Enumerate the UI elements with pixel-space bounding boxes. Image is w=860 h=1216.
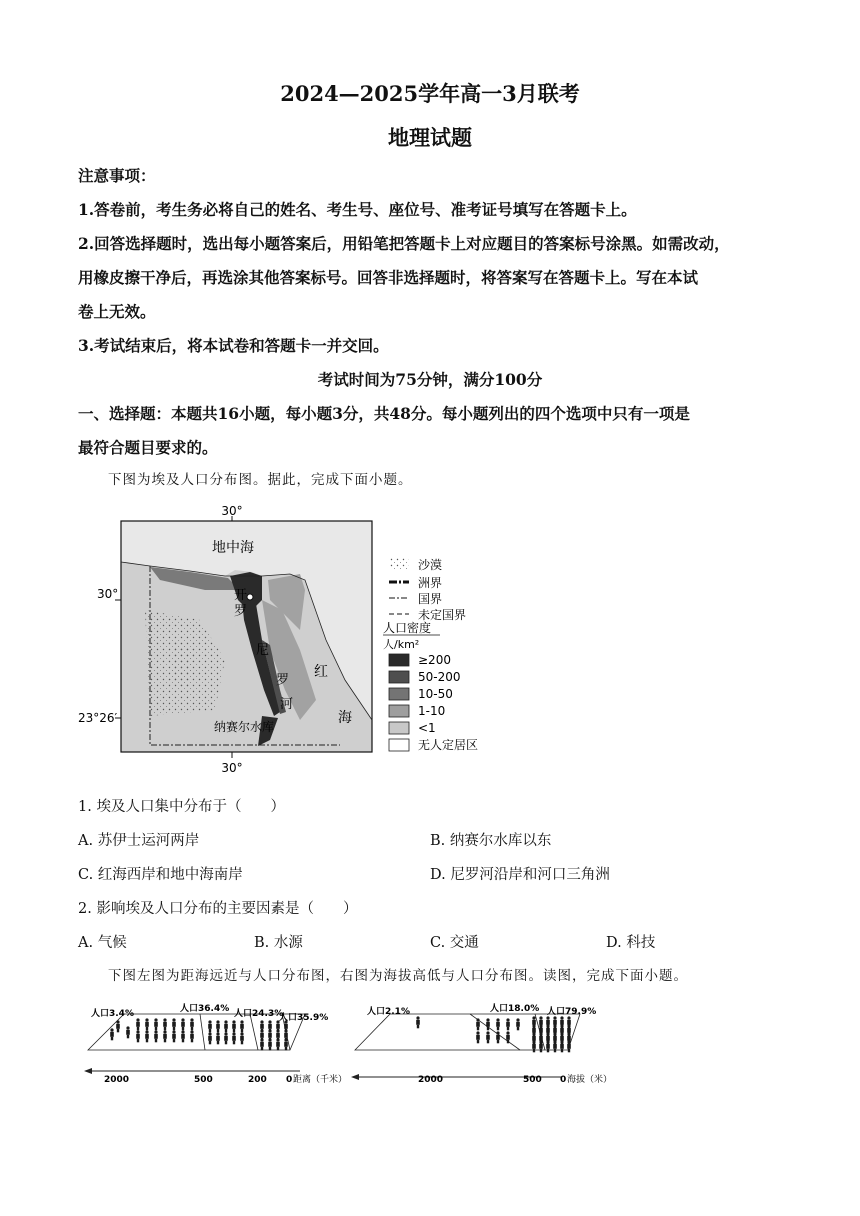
left-tick-500: 500: [194, 1075, 213, 1085]
left-tick-0: 0: [286, 1075, 293, 1085]
right-tick-0: 0: [560, 1075, 567, 1085]
exam-title: 2024—2025学年高一3月联考: [280, 81, 580, 106]
q2-option-a[interactable]: A. 气候: [78, 935, 127, 951]
person-icon: [560, 1040, 564, 1052]
nasser-label: 纳赛尔水库: [214, 720, 275, 734]
right-tick-2000: 2000: [418, 1075, 444, 1085]
q1-option-c[interactable]: C. 红海西岸和地中海南岸: [78, 867, 243, 883]
legend-density-unit: 人/km²: [383, 638, 420, 651]
mediterranean-label: 地中海: [212, 540, 254, 556]
person-icon: [553, 1040, 557, 1052]
right-pop-1: 人口2.1%: [367, 1007, 410, 1017]
left-pop-2: 人口36.4%: [180, 1004, 230, 1014]
map-legend: [380, 550, 500, 760]
legend-undetermined: 未定国界: [418, 608, 467, 622]
desert-swatch: [389, 558, 409, 570]
intro-1: 下图为埃及人口分布图。据此，完成下面小题。: [108, 472, 413, 488]
legend-swatch-1: [389, 654, 409, 666]
legend-density-title: 人口密度: [383, 621, 432, 635]
left-axis-label: 距离（千米）: [293, 1075, 348, 1085]
right-pop-3: 人口79.9%: [547, 1007, 597, 1017]
right-tick-500: 500: [523, 1075, 542, 1085]
cairo-label-2: 罗: [234, 604, 248, 619]
right-axis-label: 海拔（米）: [567, 1075, 613, 1085]
notice-heading: 注意事项：: [78, 166, 156, 185]
legend-swatch-4: [389, 705, 409, 717]
left-pop-4: 人口35.9%: [279, 1013, 329, 1023]
legend-d2: 50-200: [418, 670, 461, 684]
intro-2: 下图左图为距海远近与人口分布图，右图为海拔高低与人口分布图。读图，完成下面小题。: [108, 968, 688, 984]
lat-bottom-label: 23°26′: [78, 711, 118, 725]
distance-population-figure: [80, 995, 348, 1090]
legend-d4: 1-10: [418, 704, 446, 718]
person-icon: [546, 1040, 550, 1052]
legend-desert: 沙漠: [418, 558, 443, 572]
nile-label-1: 尼: [256, 643, 270, 658]
notice-item-2-line-3: 卷上无效。: [78, 302, 156, 321]
legend-swatch-2: [389, 671, 409, 683]
q1-option-a[interactable]: A. 苏伊士运河两岸: [78, 833, 200, 849]
q1-stem: 1. 埃及人口集中分布于（ ）: [78, 799, 285, 815]
legend-d5: <1: [418, 721, 436, 735]
section1-line-1: 一、选择题：本题共16小题，每小题3分，共48分。每小题列出的四个选项中只有一项是: [78, 404, 690, 423]
exam-info: 考试时间为75分钟，满分100分: [317, 370, 543, 389]
person-icon: [567, 1040, 571, 1052]
left-tick-2000: 2000: [104, 1075, 130, 1085]
right-pop-2: 人口18.0%: [490, 1004, 540, 1014]
legend-swatch-6: [389, 739, 409, 751]
notice-item-2-line-2: 用橡皮擦干净后，再选涂其他答案标号。回答非选择题时，将答案写在答题卡上。写在本试: [78, 268, 699, 287]
notice-item-2-line-1: 2.回答选择题时，选出每小题答案后，用铅笔把答题卡上对应题目的答案标号涂黑。如需改动，: [78, 234, 730, 253]
q2-option-c[interactable]: C. 交通: [430, 935, 479, 951]
nile-label-3: 河: [280, 697, 294, 712]
person-icon: [532, 1040, 536, 1052]
q2-option-d[interactable]: D. 科技: [606, 935, 656, 951]
q2-option-b[interactable]: B. 水源: [254, 935, 303, 951]
cairo-label-1: 开: [234, 588, 248, 603]
left-pop-1: 人口3.4%: [91, 1009, 134, 1019]
altitude-population-figure: [345, 995, 615, 1090]
person-icon: [539, 1040, 543, 1052]
red-sea-label-2: 海: [338, 710, 352, 726]
red-sea-label-1: 红: [314, 664, 328, 680]
legend-d3: 10-50: [418, 687, 453, 701]
notice-item-1: 1.答卷前，考生务必将自己的姓名、考生号、座位号、准考证号填写在答题卡上。: [78, 200, 637, 219]
left-pop-3: 人口24.3%: [234, 1009, 284, 1019]
legend-continent: 洲界: [418, 576, 443, 590]
q2-stem: 2. 影响埃及人口分布的主要因素是（ ）: [78, 901, 358, 917]
legend-national: 国界: [418, 592, 443, 606]
legend-swatch-3: [389, 688, 409, 700]
nile-label-2: 罗: [276, 673, 290, 688]
lat-top-label: 30°: [97, 587, 119, 601]
notice-item-3: 3.考试结束后，将本试卷和答题卡一并交回。: [78, 336, 389, 355]
legend-d6: 无人定居区: [418, 738, 479, 752]
exam-subtitle: 地理试题: [388, 125, 472, 150]
legend-d1: ≥200: [418, 653, 451, 667]
lon-top-label: 30°: [221, 504, 243, 518]
left-tick-200: 200: [248, 1075, 267, 1085]
lon-bottom-label: 30°: [221, 761, 243, 775]
legend-swatch-5: [389, 722, 409, 734]
q1-option-b[interactable]: B. 纳赛尔水库以东: [430, 833, 552, 849]
section1-line-2: 最符合题目要求的。: [78, 438, 218, 457]
q1-option-d[interactable]: D. 尼罗河沿岸和河口三角洲: [430, 867, 610, 883]
